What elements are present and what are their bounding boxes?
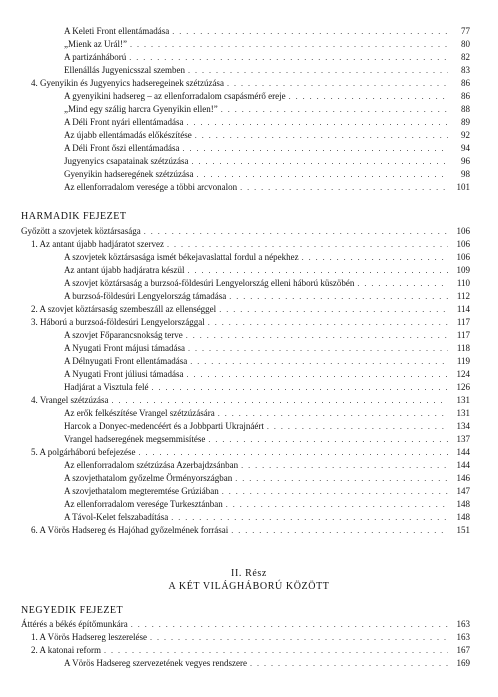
part-number: II. Rész bbox=[231, 568, 267, 579]
toc-entry bbox=[64, 435, 470, 447]
toc-entry bbox=[64, 131, 470, 143]
toc-entry bbox=[64, 513, 470, 525]
toc-entry bbox=[64, 183, 470, 195]
dot-leader bbox=[191, 158, 448, 166]
toc-entry bbox=[64, 474, 470, 486]
toc-entry-page-number: 92 bbox=[461, 130, 470, 140]
toc-entry-title: A szovjethatalom megteremtése Grúziában bbox=[64, 486, 219, 496]
toc-entry-page-number: 114 bbox=[456, 304, 470, 314]
dot-leader bbox=[302, 254, 448, 262]
toc-entry-page-number: 163 bbox=[456, 632, 470, 642]
toc-entry-title: 4. Gyenyikin és Jugyenyics hadseregeinek szétzúzása bbox=[31, 78, 224, 88]
toc-entry-page-number: 163 bbox=[456, 619, 470, 629]
toc-entry bbox=[64, 266, 470, 278]
toc-entry bbox=[64, 105, 470, 117]
toc-entry-page-number: 109 bbox=[456, 265, 470, 275]
dot-leader bbox=[138, 449, 448, 457]
dot-leader bbox=[208, 319, 448, 327]
toc-entry-title: Harcok a Donyec-medencéért és a Jobbparti Ukrajnáért bbox=[64, 421, 264, 431]
toc-entry bbox=[31, 240, 470, 252]
dot-leader bbox=[357, 280, 448, 288]
toc-entry bbox=[64, 170, 470, 182]
toc-entry-page-number: 80 bbox=[461, 39, 470, 49]
dot-leader bbox=[195, 132, 448, 140]
toc-entry-page-number: 101 bbox=[456, 182, 470, 192]
toc-entry-title: A szovjet Főparancsnokság terve bbox=[64, 330, 183, 340]
toc-entry-page-number: 144 bbox=[456, 460, 470, 470]
dot-leader bbox=[104, 647, 448, 655]
toc-entry-page-number: 148 bbox=[456, 512, 470, 522]
dot-leader bbox=[187, 371, 449, 379]
toc-entry bbox=[64, 409, 470, 421]
toc-entry-title: 6. A Vörös Hadsereg és Hajóhad győzelmének forrásai bbox=[31, 525, 229, 535]
toc-entry-page-number: 144 bbox=[456, 447, 470, 457]
toc-entry bbox=[64, 279, 470, 291]
toc-entry-title: Vrangel hadseregének megsemmisítése bbox=[64, 434, 206, 444]
dot-leader bbox=[235, 475, 448, 483]
toc-entry-title: A Távol-Kelet felszabadítása bbox=[64, 512, 169, 522]
toc-entry-page-number: 148 bbox=[456, 499, 470, 509]
toc-entry bbox=[64, 157, 470, 169]
toc-entry bbox=[64, 344, 470, 356]
toc-entry bbox=[64, 487, 470, 499]
dot-leader bbox=[150, 634, 448, 642]
toc-entry-page-number: 151 bbox=[456, 525, 470, 535]
dot-leader bbox=[144, 228, 448, 236]
dot-leader bbox=[289, 93, 448, 101]
toc-entry-title: A gyenyikini hadsereg – az ellenforradalom csapásmérő ereje bbox=[64, 91, 286, 101]
toc-entry-page-number: 94 bbox=[461, 143, 470, 153]
toc-entry-title: Ellenállás Jugyenicsszal szemben bbox=[64, 65, 185, 75]
toc-entry bbox=[64, 53, 470, 65]
toc-entry-page-number: 89 bbox=[461, 117, 470, 127]
toc-entry bbox=[64, 383, 470, 395]
dot-leader bbox=[186, 332, 448, 340]
dot-leader bbox=[131, 621, 448, 629]
dot-leader bbox=[190, 358, 448, 366]
toc-entry-title: A Déli Front őszi ellentámadása bbox=[64, 143, 180, 153]
dot-leader bbox=[226, 501, 448, 509]
toc-entry-page-number: 88 bbox=[461, 104, 470, 114]
toc-entry-page-number: 86 bbox=[461, 91, 470, 101]
toc-entry bbox=[31, 318, 470, 330]
toc-entry bbox=[64, 422, 470, 434]
chapter-heading-fourth: NEGYEDIK FEJEZET bbox=[21, 605, 124, 616]
toc-entry-page-number: 124 bbox=[456, 369, 470, 379]
toc-entry bbox=[31, 646, 470, 658]
toc-entry-title: 1. Az antant újabb hadjáratot szervez bbox=[31, 239, 164, 249]
toc-entry-title: Hadjárat a Visztula felé bbox=[64, 382, 149, 392]
toc-entry-title: 1. A Vörös Hadsereg leszerelése bbox=[31, 632, 148, 642]
dot-leader bbox=[130, 41, 448, 49]
dot-leader bbox=[167, 241, 448, 249]
toc-entry-page-number: 98 bbox=[461, 169, 470, 179]
toc-entry bbox=[64, 500, 470, 512]
toc-entry-page-number: 137 bbox=[456, 434, 470, 444]
toc-entry bbox=[21, 227, 470, 239]
toc-entry-title: A Nyugati Front júliusi támadása bbox=[64, 369, 184, 379]
toc-entry-page-number: 86 bbox=[461, 78, 470, 88]
toc-entry-title: 3. Háború a burzsoá-földesúri Lengyelországgal bbox=[31, 317, 205, 327]
toc-entry bbox=[64, 461, 470, 473]
dot-leader bbox=[129, 54, 448, 62]
dot-leader bbox=[152, 384, 448, 392]
toc-entry-title: Gyenyikin hadseregének szétzúzása bbox=[64, 169, 194, 179]
dot-leader bbox=[219, 306, 448, 314]
dot-leader bbox=[182, 145, 448, 153]
toc-entry-title: Az ellenforradalom szétzúzása Azerbajdzsánban bbox=[64, 460, 239, 470]
toc-entry-page-number: 126 bbox=[456, 382, 470, 392]
toc-entry-title: 2. A katonai reform bbox=[31, 645, 101, 655]
toc-entry bbox=[31, 526, 470, 538]
toc-entry-page-number: 147 bbox=[456, 486, 470, 496]
toc-entry-title: „Mind egy szálig harcra Gyenyikin ellen!” bbox=[64, 104, 218, 114]
toc-entry-page-number: 131 bbox=[456, 408, 470, 418]
toc-entry-page-number: 83 bbox=[461, 65, 470, 75]
toc-entry-page-number: 118 bbox=[456, 343, 470, 353]
part-title: A KÉT VILÁGHÁBORÚ KÖZÖTT bbox=[168, 581, 330, 592]
toc-entry-page-number: 106 bbox=[456, 252, 470, 262]
toc-entry-title: A Nyugati Front májusi támadása bbox=[64, 343, 185, 353]
toc-entry-title: Az ellenforradalom veresége Turkesztánban bbox=[64, 499, 223, 509]
toc-entry-page-number: 119 bbox=[456, 356, 470, 366]
toc-entry bbox=[31, 79, 470, 91]
dot-leader bbox=[112, 397, 448, 405]
toc-entry bbox=[31, 633, 470, 645]
toc-entry-title: Jugyenyics csapatainak szétzúzása bbox=[64, 156, 189, 166]
dot-leader bbox=[188, 345, 448, 353]
dot-leader bbox=[186, 119, 448, 127]
toc-entry bbox=[64, 331, 470, 343]
toc-entry-page-number: 96 bbox=[461, 156, 470, 166]
dot-leader bbox=[231, 527, 448, 535]
toc-entry-title: „Mienk az Urál!” bbox=[64, 39, 127, 49]
toc-entry bbox=[64, 27, 470, 39]
dot-leader bbox=[196, 171, 448, 179]
dot-leader bbox=[227, 80, 448, 88]
toc-entry-title: Áttérés a békés építőmunkára bbox=[21, 619, 128, 629]
toc-entry-title: Győzött a szovjetek köztársasága bbox=[21, 226, 141, 236]
toc-entry bbox=[64, 118, 470, 130]
chapter-heading-third: HARMADIK FEJEZET bbox=[21, 211, 127, 222]
toc-entry-title: Az erők felkészítése Vrangel szétzúzására bbox=[64, 408, 215, 418]
toc-entry-title: A szovjet köztársaság a burzsoá-földesúri Lengyelország elleni háború küszöbén bbox=[64, 278, 355, 288]
toc-entry-page-number: 146 bbox=[456, 473, 470, 483]
toc-entry-page-number: 82 bbox=[461, 52, 470, 62]
dot-leader bbox=[222, 488, 448, 496]
dot-leader bbox=[172, 28, 448, 36]
dot-leader bbox=[241, 462, 448, 470]
toc-entry-title: A burzsoá-földesúri Lengyelország támadása bbox=[64, 291, 227, 301]
dot-leader bbox=[188, 67, 448, 75]
toc-entry bbox=[64, 40, 470, 52]
dot-leader bbox=[187, 267, 448, 275]
toc-entry-page-number: 117 bbox=[456, 317, 470, 327]
toc-entry-title: 4. Vrangel szétzúzása bbox=[31, 395, 109, 405]
toc-entry bbox=[64, 357, 470, 369]
dot-leader bbox=[208, 436, 448, 444]
dot-leader bbox=[250, 660, 448, 668]
toc-entry-page-number: 167 bbox=[456, 645, 470, 655]
toc-entry bbox=[64, 292, 470, 304]
toc-entry-title: Az antant újabb hadjáratra készül bbox=[64, 265, 185, 275]
dot-leader bbox=[171, 514, 448, 522]
toc-entry-page-number: 131 bbox=[456, 395, 470, 405]
toc-entry-title: A partizánháború bbox=[64, 52, 127, 62]
toc-entry-page-number: 110 bbox=[456, 278, 470, 288]
toc-entry-title: 5. A polgárháború befejezése bbox=[31, 447, 136, 457]
toc-entry-page-number: 106 bbox=[456, 226, 470, 236]
toc-entry bbox=[64, 92, 470, 104]
dot-leader bbox=[267, 423, 448, 431]
toc-entry bbox=[64, 659, 470, 671]
toc-entry bbox=[21, 620, 470, 632]
dot-leader bbox=[229, 293, 448, 301]
toc-entry-title: A Délnyugati Front ellentámadása bbox=[64, 356, 188, 366]
toc-entry bbox=[64, 253, 470, 265]
toc-entry-title: Az újabb ellentámadás előkészítése bbox=[64, 130, 192, 140]
toc-entry-title: A Keleti Front ellentámadása bbox=[64, 26, 170, 36]
toc-entry-title: Az ellenforradalom veresége a többi arcvonalon bbox=[64, 182, 238, 192]
dot-leader bbox=[221, 106, 448, 114]
toc-entry-page-number: 106 bbox=[456, 239, 470, 249]
toc-entry bbox=[31, 305, 470, 317]
toc-entry-title: A szovjethatalom győzelme Örményországban bbox=[64, 473, 233, 483]
toc-entry bbox=[31, 396, 470, 408]
toc-entry-title: A szovjetek köztársasága ismét békejavaslattal fordul a népekhez bbox=[64, 252, 299, 262]
toc-entry-title: A Déli Front nyári ellentámadása bbox=[64, 117, 184, 127]
toc-entry bbox=[64, 66, 470, 78]
toc-entry-title: A Vörös Hadsereg szervezetének vegyes rendszere bbox=[64, 658, 248, 668]
toc-entry-title: 2. A szovjet köztársaság szembeszáll az ellenséggel bbox=[31, 304, 217, 314]
toc-entry-page-number: 117 bbox=[456, 330, 470, 340]
toc-entry-page-number: 134 bbox=[456, 421, 470, 431]
toc-entry bbox=[64, 370, 470, 382]
toc-entry-page-number: 77 bbox=[461, 26, 470, 36]
dot-leader bbox=[240, 184, 448, 192]
toc-entry bbox=[31, 448, 470, 460]
toc-entry-page-number: 169 bbox=[456, 658, 470, 668]
dot-leader bbox=[218, 410, 448, 418]
toc-entry-page-number: 112 bbox=[456, 291, 470, 301]
toc-entry bbox=[64, 144, 470, 156]
